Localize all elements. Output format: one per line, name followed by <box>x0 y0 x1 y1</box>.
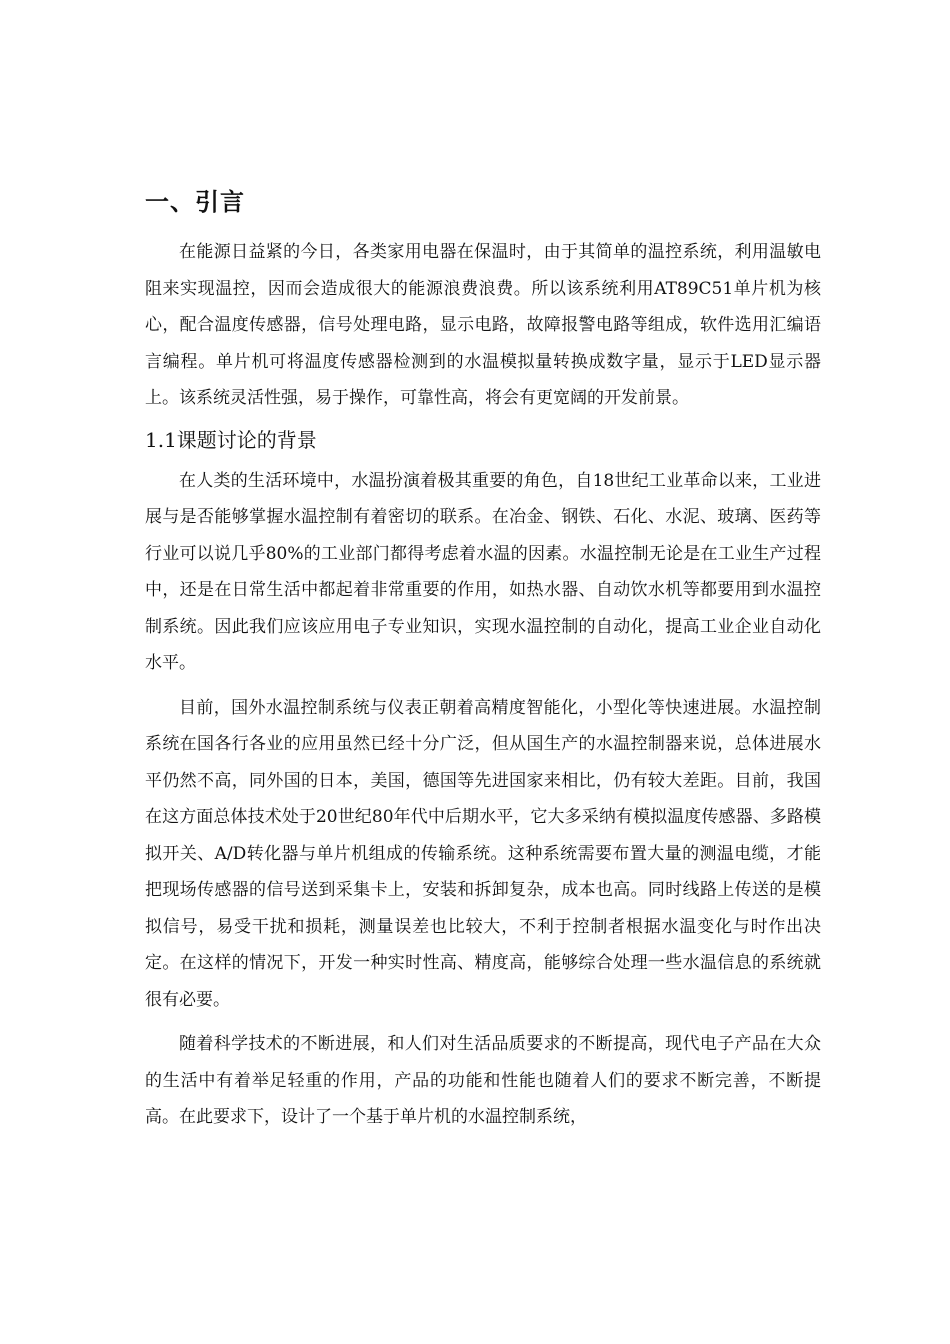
background-paragraph-2: 目前，国外水温控制系统与仪表正朝着高精度智能化，小型化等快速进展。水温控制系统在国各行各业的应用虽然已经十分广泛，但从国生产的水温控制器来说，总体进展水平仍然不高，同外国的日本，美国，德国等先进国家来相比，仍有较大差距。目前，我国在这方面总体技术处于20世纪80年代中后期水平，它大多采纳有模拟温度传感器、多路模拟开关、A/D转化器与单片机组成的传输系统。这种系统需要布置大量的测温电缆，才能把现场传感器的信号送到采集卡上，安装和拆卸复杂，成本也高。同时线路上传送的是模拟信号，易受干扰和损耗，测量误差也比较大，不利于控制者根据水温变化与时作出决定。在这样的情况下，开发一种实时性高、精度高，能够综合处理一些水温信息的系统就很有必要。 <box>145 697 821 1010</box>
document-page <box>145 182 821 1136</box>
intro-paragraph: 在能源日益紧的今日，各类家用电器在保温时，由于其简单的温控系统，利用温敏电阻来实现温控，因而会造成很大的能源浪费浪费。所以该系统利用AT89C51单片机为核心，配合温度传感器，信号处理电路，显示电路，故障报警电路等组成，软件选用汇编语言编程。单片机可将温度传感器检测到的水温模拟量转换成数字量，显示于LED显示器上。该系统灵活性强，易于操作，可靠性高，将会有更宽阔的开发前景。 <box>145 242 821 408</box>
background-paragraph-1: 在人类的生活环境中，水温扮演着极其重要的角色，自18世纪工业革命以来，工业进展与是否能够掌握水温控制有着密切的联系。在冶金、钢铁、石化、水泥、玻璃、医药等行业可以说几乎80%的工业部门都得考虑着水温的因素。水温控制无论是在工业生产过程中，还是在日常生活中都起着非常重要的作用，如热水器、自动饮水机等都要用到水温控制系统。因此我们应该应用电子专业知识，实现水温控制的自动化，提高工业企业自动化水平。 <box>145 470 821 673</box>
subsection-heading: 1.1课题讨论的背景 <box>145 427 317 452</box>
background-paragraph-3: 随着科学技术的不断进展，和人们对生活品质要求的不断提高，现代电子产品在大众的生活中有着举足轻重的作用，产品的功能和性能也随着人们的要求不断完善，不断提高。在此要求下，设计了一个基于单片机的水温控制系统， <box>145 1034 821 1127</box>
section-heading: 一、引言 <box>145 188 245 216</box>
